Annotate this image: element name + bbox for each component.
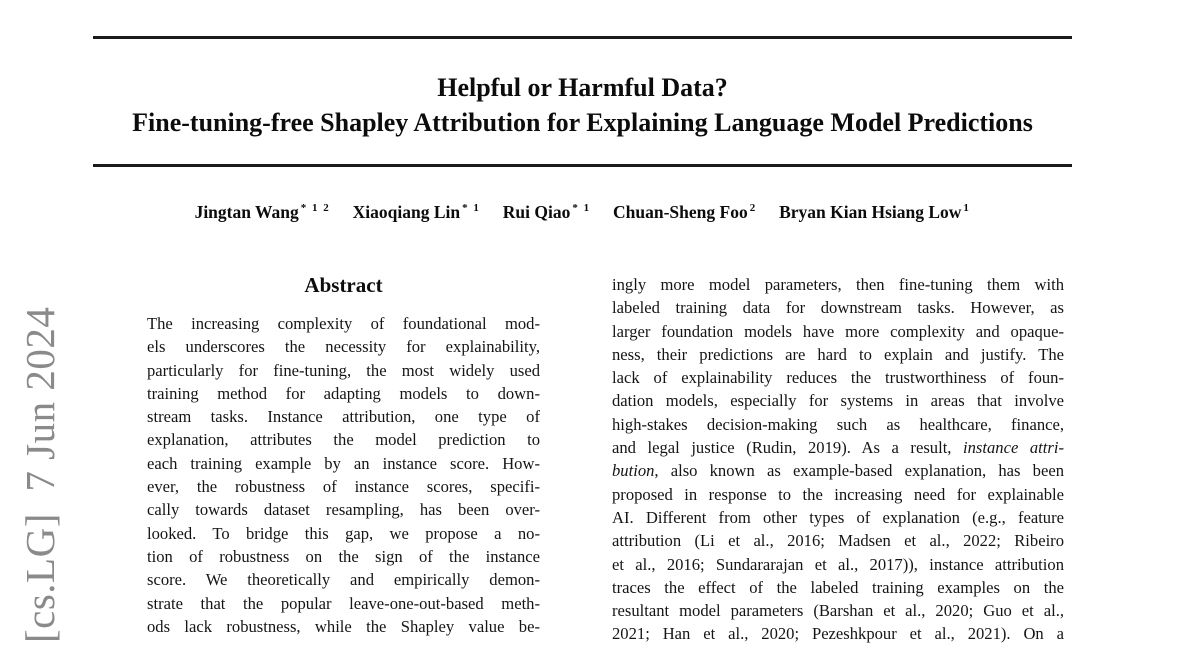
abstract-line: looked. To bridge this gap, we propose a no- (147, 523, 540, 543)
body-line (612, 413, 1064, 436)
body-line (612, 529, 1064, 552)
body-text: , also known as example-based explanation, has been (654, 461, 1064, 481)
paper-title-line2: Fine-tuning-free Shapley Attribution for Explaining Language Model Predictions (132, 108, 1033, 137)
author-rui-qiao (503, 202, 591, 222)
abstract-line: explanation, attributes the model prediction to (147, 430, 540, 450)
author-name: Jingtan Wang (194, 202, 299, 222)
abstract-line: training method for adapting models to down- (147, 383, 540, 403)
author-name: Bryan Kian Hsiang Low (779, 202, 962, 222)
body-line (612, 483, 1064, 506)
author-affiliation-marks: 1 (963, 202, 971, 215)
author-line (93, 202, 1072, 223)
body-text: 2021; Han et al., 2020; Pezeshkpour et al., 2021). On a (612, 624, 1064, 644)
author-jingtan-wang (195, 202, 331, 222)
body-text: dation models, especially for systems in areas that involve (612, 391, 1064, 411)
author-affiliation-marks: 2 (749, 202, 757, 215)
author-chuan-sheng-foo (613, 202, 757, 222)
body-line (612, 389, 1064, 412)
body-line (612, 273, 1064, 296)
title-rule-bottom (93, 164, 1072, 167)
body-text: larger foundation models have more complexity and opaque- (612, 321, 1064, 341)
author-affiliation-marks: * 1 (462, 202, 481, 215)
abstract-body (147, 312, 540, 638)
author-bryan-kian-hsiang-low (779, 202, 970, 222)
abstract-line: ods lack robustness, while the Shapley value be- (147, 616, 540, 636)
abstract-line: score. We theoretically and empirically demon- (147, 570, 540, 590)
body-text: labeled training data for downstream tasks. However, as (612, 298, 1064, 318)
author-name: Rui Qiao (502, 202, 571, 222)
body-line (612, 366, 1064, 389)
abstract-line: strate that the popular leave-one-out-based meth- (147, 593, 540, 613)
body-line (612, 599, 1064, 622)
body-text: ness, their predictions are hard to explain and justify. The (612, 344, 1064, 364)
body-line (612, 320, 1064, 343)
body-text: attribution (Li et al., 2016; Madsen et al., 2022; Ribeiro (612, 531, 1064, 551)
body-text: et al., 2016; Sundararajan et al., 2017)), instance attribution (612, 554, 1064, 574)
arxiv-watermark: [cs.LG] 7 Jun 2024 (17, 306, 63, 643)
body-line (612, 436, 1064, 459)
abstract-line: tion of robustness on the sign of the instance (147, 546, 540, 566)
abstract-line: The increasing complexity of foundational mod- (147, 314, 540, 333)
author-xiaoqiang-lin (353, 202, 481, 222)
body-line (612, 553, 1064, 576)
body-text: ingly more model parameters, then fine-tuning them with (612, 275, 1064, 294)
author-name: Chuan-Sheng Foo (613, 202, 748, 222)
body-text: and legal justice (Rudin, 2019). As a result, (612, 438, 964, 458)
body-line (612, 576, 1064, 599)
body-text: lack of explainability reduces the trustworthiness of foun- (612, 368, 1064, 388)
abstract-line: ever, the robustness of instance scores, specifi- (147, 477, 540, 497)
body-line (612, 506, 1064, 529)
author-name: Xiaoqiang Lin (352, 202, 461, 222)
author-affiliation-marks: * 1 2 (300, 202, 331, 215)
abstract-line: each training example by an instance score. How- (147, 453, 540, 473)
paper-title-line1: Helpful or Harmful Data? (437, 73, 728, 102)
body-text: resultant model parameters (Barshan et al., 2020; Guo et al., (612, 601, 1064, 621)
body-text-italic: instance attri- (963, 438, 1064, 458)
body-text: proposed in response to the increasing need for explainable (612, 484, 1064, 504)
body-line (612, 622, 1064, 645)
body-line (612, 296, 1064, 319)
body-text: traces the effect of the labeled training examples on the (612, 577, 1064, 597)
abstract-line: stream tasks. Instance attribution, one type of (147, 407, 540, 427)
body-text: high-stakes decision-making such as healthcare, finance, (612, 414, 1064, 434)
body-text: AI. Different from other types of explanation (e.g., feature (612, 507, 1064, 527)
body-line (612, 343, 1064, 366)
body-line (612, 459, 1064, 482)
abstract-line: particularly for fine-tuning, the most widely used (147, 360, 540, 380)
paper-title (93, 70, 1072, 140)
abstract-line: els underscores the necessity for explainability, (147, 337, 540, 357)
body-text-italic: bution (612, 461, 655, 481)
author-affiliation-marks: * 1 (572, 202, 591, 215)
abstract-heading: Abstract (304, 273, 383, 297)
title-rule-top (93, 36, 1072, 39)
introduction-column (612, 273, 1064, 646)
abstract-line: cally towards dataset resampling, has been over- (147, 500, 540, 520)
